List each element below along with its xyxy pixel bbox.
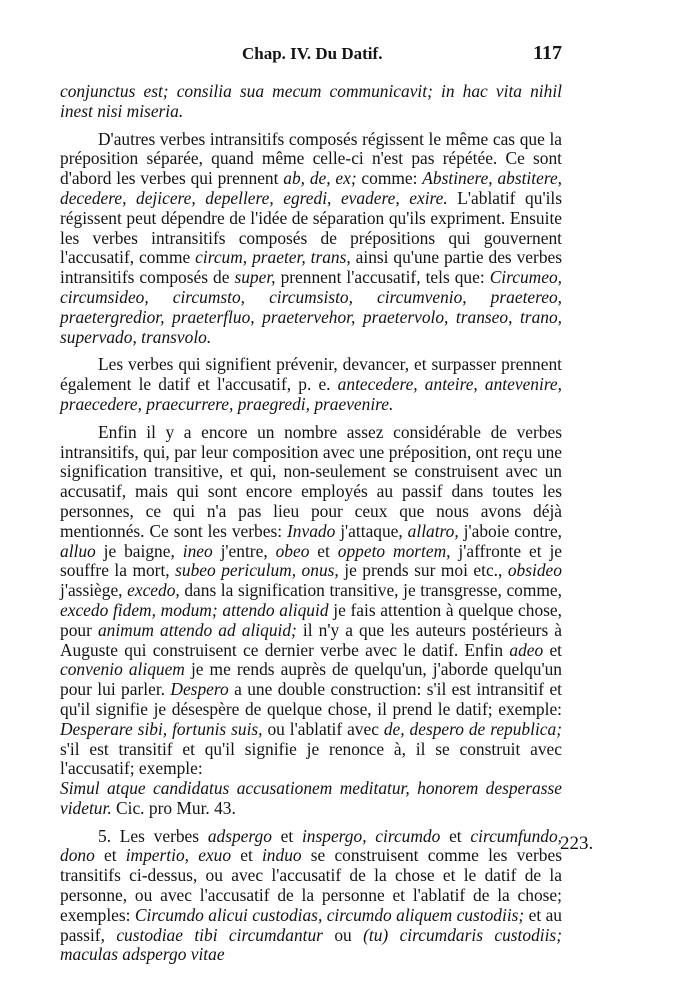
latin-term: Abstinere, abstitere, decedere, dejicere, depellere, egredi, evadere, exire. xyxy=(60,168,563,208)
text-span: et xyxy=(231,845,262,866)
running-title: Chap. IV. Du Datif. xyxy=(242,44,383,63)
latin-term: Circumeo, circumsideo, circumsto, circumsisto, circumvenio, praetereo, praetergredior, praeterfluo, praetervehor, praetervolo, transeo, trano, supervado, transvolo. xyxy=(60,267,562,347)
latin-term: circumfundo, dono xyxy=(60,825,562,866)
paragraph-continuation xyxy=(60,82,562,122)
text-span: je prends sur moi etc., xyxy=(338,560,508,581)
latin-term: induo xyxy=(261,845,302,866)
text-span: je me rends auprès de quelqu'un, j'aborde quelqu'un pour lui parler. xyxy=(60,659,562,700)
latin-term: ineo xyxy=(182,540,213,561)
latin-term: Desperare sibi, fortunis suis, xyxy=(60,718,263,739)
text-span: 5. Les verbes xyxy=(98,825,208,846)
latin-term: Invado xyxy=(287,520,336,541)
text-span: et xyxy=(440,825,471,846)
text-span: et xyxy=(543,639,562,660)
quote-citation: Cic. pro Mur. 43. xyxy=(111,797,236,818)
cicero-quote xyxy=(60,779,562,819)
text-span: je fais attention à quelque chose, pour xyxy=(60,599,562,640)
text-span: dans la signification transitive, je transgresse, comme, xyxy=(179,580,562,601)
latin-term: animum attendo ad aliquid; xyxy=(97,619,297,640)
text-span: et au passif, xyxy=(60,904,562,945)
paragraph-intransitive-composed xyxy=(60,130,562,348)
text-span: prennent l'accusatif, tels que: xyxy=(275,267,490,288)
text-span: il n'y a que les auteurs postérieurs à Auguste qui construisent ce dernier verbe avec le datif. Enfin xyxy=(60,619,563,660)
text-span: comme: xyxy=(356,168,423,189)
latin-term: adspergo xyxy=(207,825,272,846)
latin-term: convenio aliquem xyxy=(60,659,185,680)
text-span: a une double construction: s'il est intransitif et qu'il signifie je désespère de quelque chose, il prend le datif; exemple: xyxy=(60,679,562,719)
text-span: j'affronte et je souffre la mort, xyxy=(60,540,562,581)
text-span: j'attaque, xyxy=(335,520,408,541)
text-span: Les verbes qui signifient prévenir, devancer, et surpasser prennent également le datif et l'accusatif, p. e. xyxy=(60,354,562,395)
latin-term: allatro, xyxy=(407,520,459,541)
latin-term: inspergo, circumdo xyxy=(301,825,441,846)
text-span: s'il est transitif et qu'il signifie je renonce à, il se construit avec l'accusatif; exemple: xyxy=(60,738,562,779)
text-span: j'assiège, xyxy=(60,580,128,601)
paragraph-numbered-5 xyxy=(60,827,562,966)
latin-term: Despero xyxy=(170,679,229,700)
paragraph-transitive-intransitives xyxy=(60,423,562,779)
latin-term: ab, de, ex; xyxy=(283,168,357,189)
page-number: 117 xyxy=(533,42,562,64)
latin-term: adeo xyxy=(509,639,544,660)
latin-term: circum, praeter, trans, xyxy=(195,247,351,268)
text-span: Enfin il y a encore un nombre assez considérable de verbes intransitifs, qui, par leur composition avec une préposition, ont reçu une signification transitive, et qui, non-seulement se construisent avec un accusatif, mais qui sont encore employés au passif dans toutes les personnes, ce qui n'a pas lieu pour ceux que nous avons déjà mentionnés. Ce sont les verbes: xyxy=(60,421,562,541)
page-header xyxy=(62,40,562,70)
latin-term: oppeto mortem, xyxy=(337,540,451,561)
latin-term: Circumdo alicui custodias, circumdo aliquem custodiis; xyxy=(134,904,525,925)
latin-term: attendo aliquid xyxy=(222,599,329,620)
margin-section-number: 223. xyxy=(560,833,594,854)
latin-example: conjunctus est; consilia sua mecum communicavit; in hac vita nihil inest nisi miseria. xyxy=(60,81,562,121)
latin-term: alluo xyxy=(60,540,96,561)
text-span: se construisent comme les verbes transitifs ci-dessus, ou avec l'accusatif de la chose et le datif de la personne, ou avec l'accusatif de la personne et l'ablatif de la chose; exemples: xyxy=(60,845,562,925)
latin-term: de, despero de republica; xyxy=(383,718,562,739)
text-span: j'aboie contre, xyxy=(458,520,563,541)
text-span: j'entre, xyxy=(212,540,276,561)
text-span: je baigne, xyxy=(95,540,183,561)
text-span: et xyxy=(271,825,302,846)
latin-term: antecedere, anteire, antevenire, praecedere, praecurrere, praegredi, praevenire. xyxy=(60,374,563,414)
text-span: et xyxy=(309,540,338,561)
latin-term: super, xyxy=(234,267,276,288)
text-span: L'ablatif qu'ils régissent peut dépendre de l'idée de séparation qu'ils expriment. Ensuite les verbes intransitifs composés de prépositions qui gouvernent l'accusatif, comme xyxy=(60,187,563,268)
text-span: ainsi qu'une partie des verbes intransitifs composés de xyxy=(60,247,562,288)
latin-term: impertio, exuo xyxy=(125,845,232,866)
text-span: ou xyxy=(322,924,364,945)
latin-term: obeo xyxy=(275,540,310,561)
latin-term: (tu) circumdaris custodiis; maculas adspergo vitae xyxy=(60,924,562,965)
latin-term: custodiae tibi circumdantur xyxy=(116,924,323,945)
latin-term: obsideo xyxy=(507,560,562,581)
body-text xyxy=(60,82,562,965)
latin-term: excedo fidem, modum; xyxy=(60,599,218,620)
paragraph-prevent-surpass xyxy=(60,355,562,414)
latin-term: excedo, xyxy=(127,580,180,601)
latin-term: subeo periculum, onus, xyxy=(175,560,339,581)
text-span: et xyxy=(94,845,126,866)
text-span: D'autres verbes intransitifs composés régissent le même cas que la préposition séparée, quand même celle-ci n'est pas répétée. Ce sont d'abord les verbes qui prennent xyxy=(60,128,562,189)
quote-text: Simul atque candidatus accusationem meditatur, honorem desperasse videtur. xyxy=(60,778,562,818)
text-span: ou l'ablatif avec xyxy=(262,718,384,739)
